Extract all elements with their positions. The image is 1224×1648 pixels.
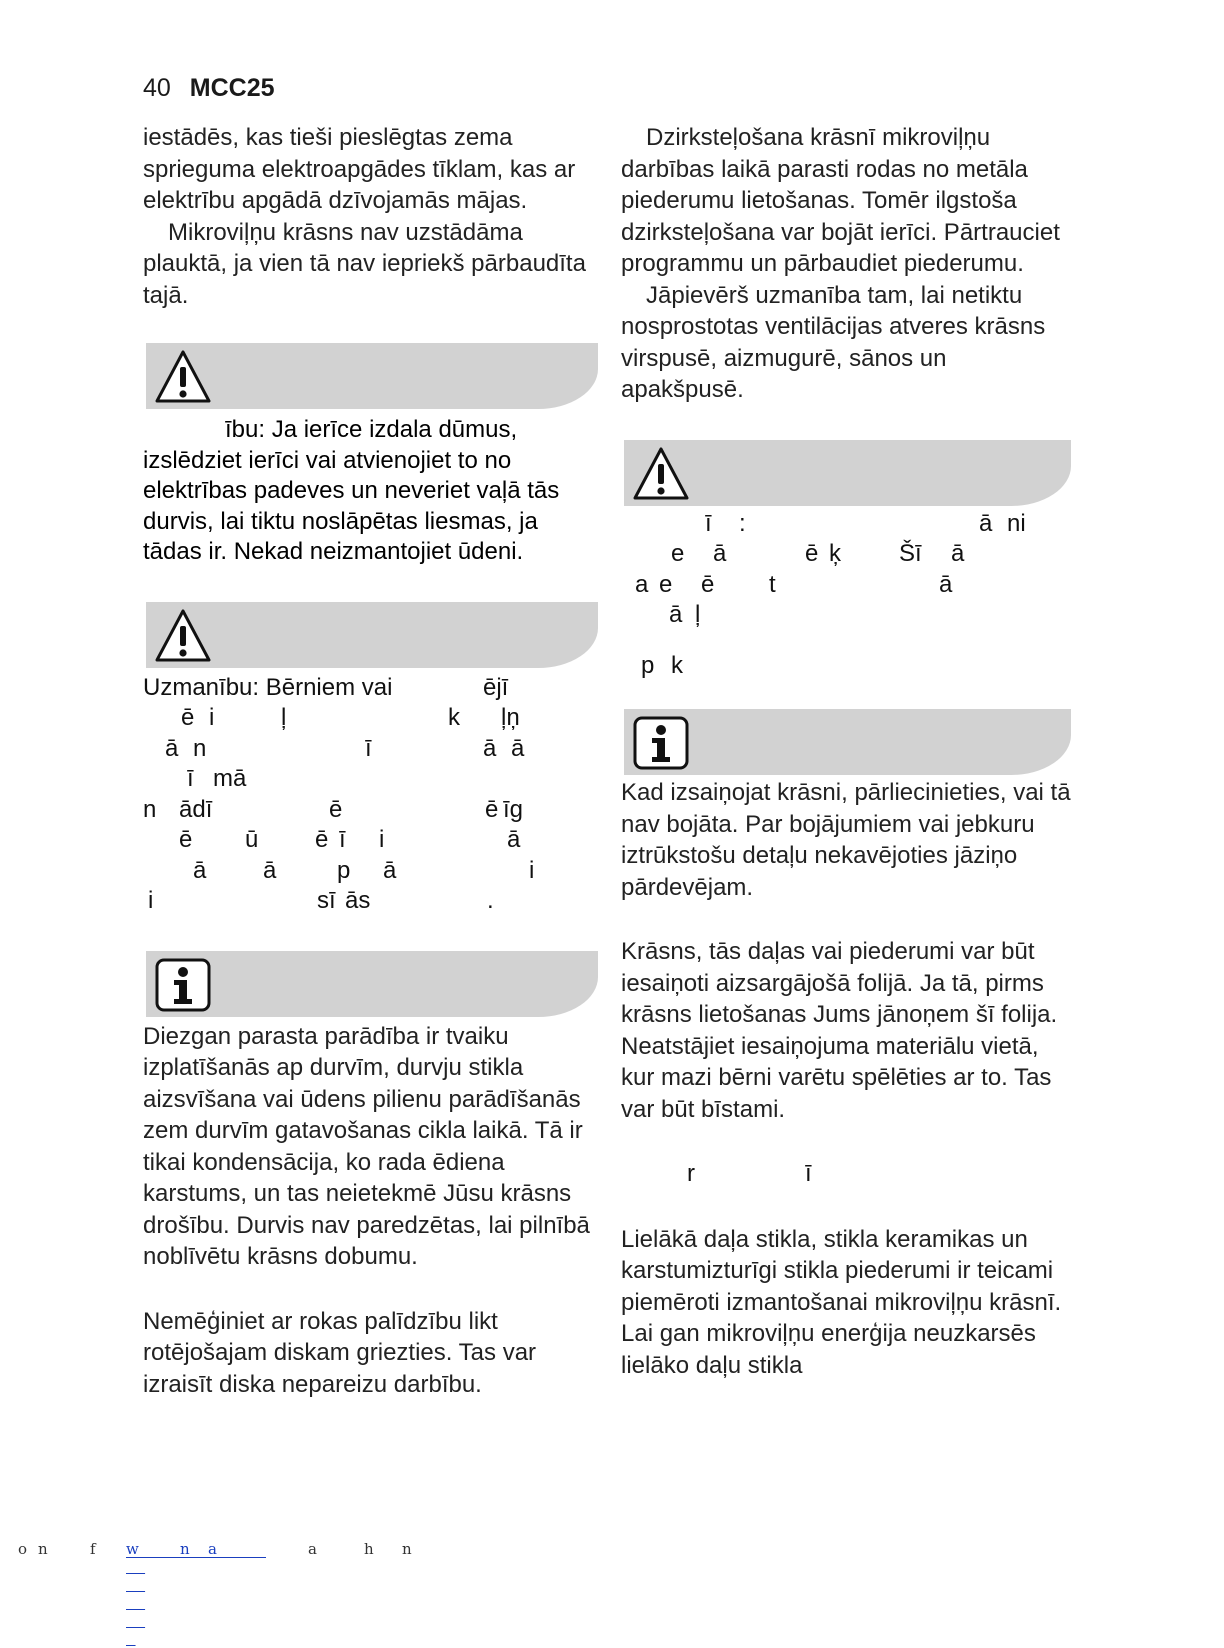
info-icon (632, 715, 690, 771)
fragment-line (143, 887, 598, 918)
fragment-line (143, 704, 598, 735)
paragraph: Diezgan parasta parādība ir tvaiku izplatīšanās ap durvīm, durvju stikla aizsvīšana vai ūdens pilienu parādīšanās zem durvīm gatavošanas cikla laikā. Tā ir tikai kondensācija, ko rada ēdiena karstums, un tas neietekmē Jūsu krāsns drošību. Durvis nav paredzētas, lai pilnībā noblīvētu krāsns dobumu. (143, 1022, 590, 1270)
text-fragment: k (448, 704, 460, 731)
text-fragment: a (635, 570, 649, 598)
text-fragment: ē (179, 826, 193, 853)
paragraph: iestādēs, kas tieši pieslēgtas zema sprieguma elektroapgādes tīklam, kas ar elektrību apgādā dzīvojamās mājas. (143, 124, 576, 214)
text-fragment: ē (315, 826, 329, 853)
text-fragment: o (18, 1540, 28, 1558)
text-fragment: ā (951, 540, 965, 567)
text-fragment: ļ (281, 704, 287, 731)
left-column (143, 122, 598, 1400)
text-fragment: ē (701, 570, 715, 598)
warning-triangle-icon (154, 608, 212, 664)
text-fragment: ē (805, 540, 819, 567)
text-fragment: h (364, 1540, 374, 1558)
text-fragment: f (90, 1540, 96, 1558)
text-fragment: Uzmanību: Bērniem vai (143, 673, 393, 701)
text-fragment: i (529, 856, 535, 884)
text-fragment: īg (503, 795, 524, 823)
text-fragment: i (148, 887, 154, 914)
page-number: 40 (143, 74, 171, 102)
text-fragment: w (126, 1540, 139, 1558)
text-fragment: t (769, 570, 776, 598)
fragment-line (143, 735, 598, 766)
warning-banner (146, 343, 598, 409)
text-fragment: ī (339, 826, 346, 853)
text-fragment: ē (485, 795, 499, 823)
text-fragment: e (671, 540, 685, 567)
fragment-line (143, 857, 598, 888)
paragraph: Kad izsaiņojat krāsni, pārliecinieties, vai tā nav bojāta. Par bojājumiem vai jebkuru iztrūkstošu detaļu nekavējoties jāziņo pārdevējam. (621, 779, 1071, 901)
text-fragment: ā (165, 734, 179, 762)
text-fragment: . (487, 887, 494, 914)
text-fragment: n (38, 1540, 48, 1558)
warning-banner (624, 440, 1071, 506)
text-fragment: ē (329, 795, 343, 823)
text-fragment: p (337, 856, 351, 884)
text-fragment: ī (805, 1160, 812, 1187)
right-column (621, 122, 1071, 1381)
text-fragment: ī (365, 734, 372, 762)
paragraph: Jāpievērš uzmanība tam, lai netiktu nosprostotas ventilācijas atveres krāsns virspusē, aizmugurē, sānos un apakšpusē. (621, 281, 1046, 403)
text-fragment: ā (511, 734, 525, 762)
paragraph: Krāsns, tās daļas vai piederumi var būt iesaiņoti aizsargājošā folijā. Ja tā, pirms krāsns lietošanas Jums jānoņem šī folija. Neatstājiet iesaiņojuma materiālu vietā, kur mazi bērni varētu spēlēties ar to. Tas var būt bīstami. (621, 938, 1058, 1123)
fragment-line (621, 510, 1071, 541)
paragraph: Nemēģiniet ar rokas palīdzību likt rotējošajam diskam griezties. Tas var izraisīt diska nepareizu darbību. (143, 1307, 537, 1398)
paragraph: Dzirksteļošana krāsnī mikroviļņu darbības laikā parasti rodas no metāla piederumu lietošanas. Tomēr ilgstoša dzirksteļošana var bojāt ierīci. Pārtrauciet programmu un pārbaudiet piederumu. (621, 124, 1060, 277)
text-fragment: ā (483, 734, 497, 762)
text-fragment: a (308, 1540, 317, 1558)
text-fragment: ķ (829, 540, 841, 567)
text-fragment: ās (345, 887, 371, 914)
text-fragment: ā (713, 540, 727, 567)
fragment-line (143, 765, 598, 796)
text-fragment: ni (1007, 509, 1026, 537)
fragment-line (621, 652, 1071, 683)
info-banner (624, 709, 1071, 775)
text-fragment: a (208, 1540, 217, 1558)
warning-text: ību: Ja ierīce izdala dūmus, izslēdziet ierīci vai atvienojiet to no elektrības padeves un neveriet vaļā tās durvis, lai tiktu noslāpētas liesmas, ja tādas ir. Nekad neizmantojiet ūdeni. (143, 416, 560, 565)
text-fragment: p (641, 651, 655, 679)
text-fragment: r (687, 1160, 695, 1187)
text-fragment: ē (181, 704, 195, 731)
text-fragment: k (671, 651, 683, 679)
fragment-line (621, 540, 1071, 571)
info-banner (146, 951, 598, 1017)
fragment-line (143, 826, 598, 857)
text-fragment: n (402, 1540, 412, 1558)
text-fragment: ā (507, 826, 521, 853)
text-fragment: ī (187, 765, 194, 792)
text-fragment: ū (245, 826, 259, 853)
text-fragment: : (739, 509, 746, 537)
text-fragment: ļ (695, 601, 701, 628)
text-fragment: i (209, 704, 215, 731)
page-header (143, 74, 275, 103)
text-fragment: ā (383, 856, 397, 884)
text-fragment: n (180, 1540, 190, 1558)
warning-fragments (621, 510, 1071, 683)
paragraph: Lielākā daļa stikla, stikla keramikas un karstumizturīgi stikla piederumi ir teicami piemēroti izmantošanai mikroviļņu krāsnī. Lai gan mikroviļņu enerģija neuzkarsēs lielāko daļu stikla (621, 1225, 1062, 1379)
fragment-line (143, 796, 598, 827)
text-fragment: ējī (483, 673, 509, 701)
fragment-line (621, 601, 1071, 632)
text-fragment: ā (669, 601, 683, 628)
text-fragment: e (659, 570, 673, 598)
section-heading (621, 1160, 1071, 1191)
info-icon (154, 957, 212, 1013)
model-name: MCC25 (189, 74, 275, 102)
footer-link[interactable] (126, 1540, 266, 1648)
warning-banner (146, 602, 598, 668)
text-fragment: ļņ (501, 704, 520, 731)
fragment-line (621, 571, 1071, 602)
warning-fragments (143, 674, 598, 918)
warning-triangle-icon (632, 446, 690, 502)
text-fragment: ā (979, 509, 993, 537)
text-fragment: ādī (179, 795, 213, 823)
text-fragment: ī (705, 509, 712, 537)
text-fragment: sī (317, 887, 336, 914)
text-fragment: i (379, 826, 385, 853)
text-fragment: n (193, 734, 207, 762)
warning-triangle-icon (154, 349, 212, 405)
paragraph: Mikroviļņu krāsns nav uzstādāma plauktā, ja vien tā nav iepriekš pārbaudīta tajā. (143, 218, 586, 309)
text-fragment: ā (263, 856, 277, 884)
text-fragment: Šī (899, 540, 922, 567)
text-fragment: ā (193, 856, 207, 884)
text-fragment: ā (939, 570, 953, 598)
text-fragment: mā (213, 765, 247, 792)
fragment-line (143, 674, 598, 705)
text-fragment: n (143, 795, 157, 823)
